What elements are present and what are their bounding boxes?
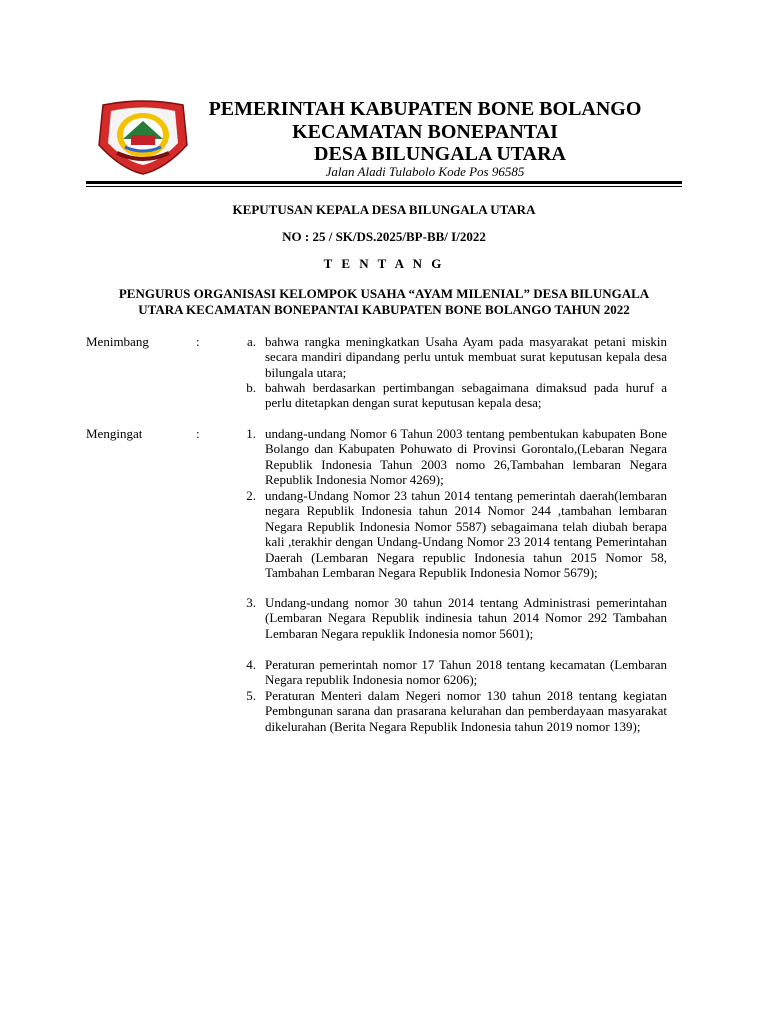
decree-number: NO : 25 / SK/DS.2025/BP-BB/ I/2022 [282, 229, 486, 244]
menimbang-label: Menimbang [86, 334, 149, 349]
list-item-text: Peraturan pemerintah nomor 17 Tahun 2018 tentang kecamatan (Lembaran Negara republik Indonesia nomor 6206); [265, 657, 667, 688]
list-marker: b. [246, 380, 256, 395]
list-marker: 2. [246, 488, 256, 503]
regency-emblem-icon [95, 99, 191, 175]
mengingat-label: Mengingat [86, 426, 143, 441]
header-government-line: PEMERINTAH KABUPATEN BONE BOLANGO [208, 98, 642, 120]
header-district-line: KECAMATAN BONEPANTAI [292, 121, 558, 143]
decree-subject-line-2: UTARA KECAMATAN BONEPANTAI KABUPATEN BONE BOLANGO TAHUN 2022 [138, 302, 630, 317]
list-item-text: Peraturan Menteri dalam Negeri nomor 130 tahun 2018 tentang kegiatan Pembngunan sarana dan prasarana kelurahan dan pemberdayaan masyarakat dikelurahan (Berita Negara Republik Indonesia tahun 2019 nomor 139); [265, 688, 667, 734]
list-marker: 3. [246, 595, 256, 610]
list-item-text: bahwa rangka meningkatkan Usaha Ayam pada masyarakat petani miskin secara mandiri dipandang perlu untuk membuat surat keputusan kepala desa bilungala utara; [265, 334, 667, 380]
header-divider-thin [86, 186, 682, 187]
mengingat-colon: : [196, 426, 200, 441]
list-item-text: Undang-undang nomor 30 tahun 2014 tentang Administrasi pemerintahan (Lembaran Negara Republik indinesia tahun 2014 Nomor 292 Tambahan Lembaran Negara repuklik Indonesia nomor 5601); [265, 595, 667, 641]
decree-about: T E N T A N G [323, 256, 445, 271]
list-marker: a. [246, 334, 256, 349]
menimbang-colon: : [196, 334, 200, 349]
decree-title: KEPUTUSAN KEPALA DESA BILUNGALA UTARA [232, 202, 536, 217]
list-item-text: bahwah berdasarkan pertimbangan sebagaimana dimaksud pada huruf a perlu ditetapkan dengan surat keputusan kepala desa; [265, 380, 667, 411]
list-item-text: undang-undang Nomor 6 Tahun 2003 tentang pembentukan kabupaten Bone Bolango dan Kabupaten Pohuwato di Provinsi Gorontalo,(Lebaran Negara Republik Indonesia Tahun 2003 nomo 26,Tambahan lembaran Negara Republik Indonesia Nomor 4269); [265, 426, 667, 488]
header-divider-thick [86, 181, 682, 184]
list-item-text: undang-Undang Nomor 23 tahun 2014 tentang pemerintah daerah(lembaran negara Republik Indonesia tahun 2014 Nomor 244 ,tambahan lembaran Negara Republik Indonesia Nomor 5587) sebagaimana telah diubah berapa kali ,terakhir dengan Undang-Undang Nomor 23 2014 tentang Pemerintahan Daerah (Lembaran Negara republic Indonesia tahun 2015 Nomor 58, Tambahan Lembaran Negara Republik Indonesia Nomor 5679); [265, 488, 667, 581]
list-marker: 1. [246, 426, 256, 441]
decree-subject-line-1: PENGURUS ORGANISASI KELOMPOK USAHA “AYAM MILENIAL” DESA BILUNGALA [118, 286, 650, 301]
list-marker: 4. [246, 657, 256, 672]
list-marker: 5. [246, 688, 256, 703]
header-address: Jalan Aladi Tulabolo Kode Pos 96585 [325, 164, 525, 179]
header-village-line: DESA BILUNGALA UTARA [314, 143, 566, 165]
